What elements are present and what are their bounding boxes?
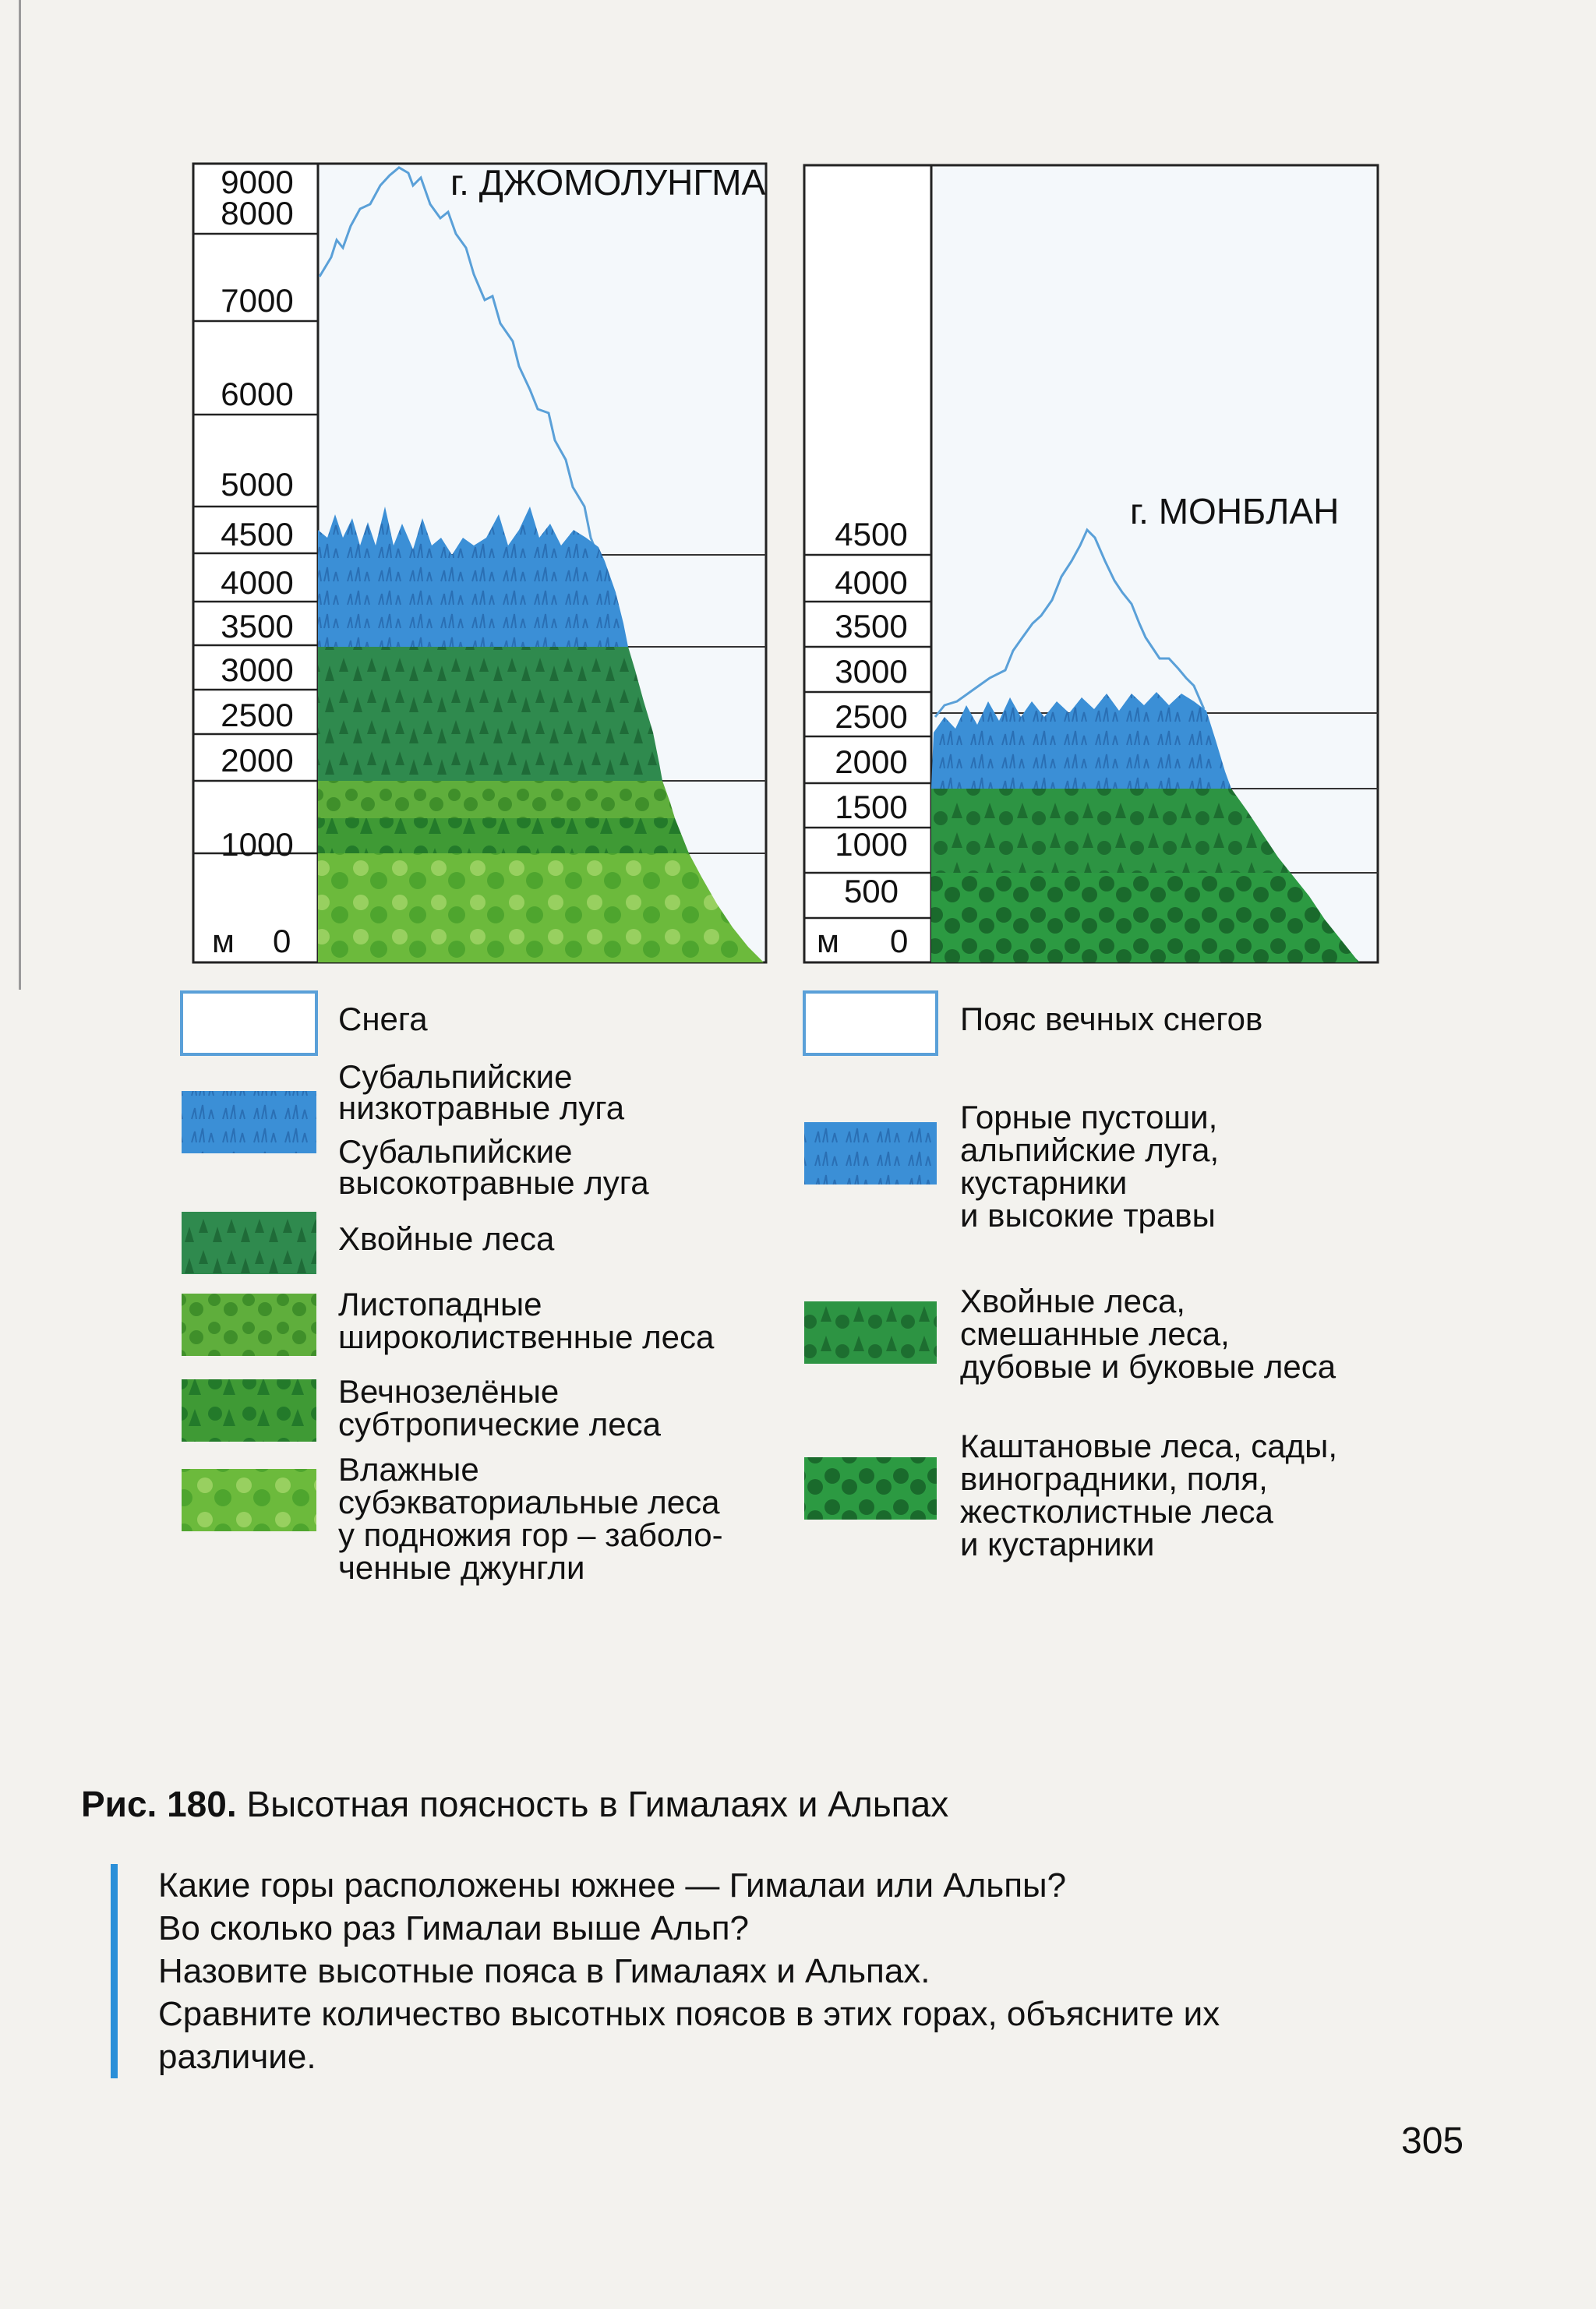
legend-left-label: субэкваториальные леса: [338, 1484, 720, 1520]
montblanc-tick-label: 2500: [835, 698, 908, 735]
legend-right-label: Каштановые леса, сады,: [960, 1428, 1338, 1464]
legend-swatch-eternal-snow: [804, 992, 937, 1054]
montblanc-tick-label: 1000: [835, 826, 908, 863]
montblanc-tick-label: 4000: [835, 564, 908, 601]
legend-right: [804, 992, 1337, 1562]
montblanc-tick-label: 3000: [835, 653, 908, 690]
montblanc-tick-label: 4500: [835, 516, 908, 553]
figure-caption-text: Высотная поясность в Гималаях и Альпах: [236, 1784, 949, 1824]
everest-tick-label: 4500: [221, 516, 294, 553]
montblanc-panel: [804, 165, 1378, 962]
legend-right-label: Хвойные леса,: [960, 1283, 1185, 1319]
legend-left-label: Субальпийские: [338, 1133, 573, 1170]
everest-zero-label: 0: [273, 923, 291, 959]
everest-tick-label: 9000: [221, 164, 294, 200]
legend-right-label: альпийские луга,: [960, 1132, 1220, 1168]
everest-tick-label: 3000: [221, 651, 294, 688]
questions-block: [111, 1864, 1553, 2078]
legend-right-label: Горные пустоши,: [960, 1099, 1218, 1135]
legend-right-label: жестколистные леса: [960, 1493, 1273, 1530]
page-number: 305: [1401, 2120, 1464, 2162]
question-line: Какие горы расположены южнее — Гималаи или Альпы?: [158, 1866, 1067, 1905]
question-line: Во сколько раз Гималаи выше Альп?: [158, 1909, 750, 1947]
legend-left-label: Листопадные: [338, 1286, 542, 1322]
figure-caption: [81, 1783, 948, 1825]
legend-right-label: смешанные леса,: [960, 1315, 1230, 1352]
question-line: различие.: [158, 2038, 316, 2076]
legend-right-label: и высокие травы: [960, 1197, 1216, 1234]
legend-swatch-conifer: [182, 1212, 316, 1274]
legend-swatch-jungle: [182, 1469, 316, 1531]
legend-swatch-mixed-forest: [804, 1301, 937, 1364]
legend-left-label: Влажные: [338, 1451, 479, 1488]
everest-title: г. ДЖОМОЛУНГМА: [450, 162, 766, 203]
everest-jungle-belt: [318, 853, 764, 962]
everest-subtropic-belt: [318, 818, 689, 853]
legend-swatch-snow: [182, 992, 316, 1054]
legend-swatch-broadleaf: [182, 1294, 316, 1356]
everest-broadleaf-belt: [318, 781, 675, 818]
legend-left: [182, 992, 723, 1586]
legend-left-label: Снега: [338, 1001, 428, 1037]
legend-left-label: низкотравные луга: [338, 1089, 625, 1126]
legend-swatch-subtropic: [182, 1379, 316, 1442]
montblanc-title: г. МОНБЛАН: [1130, 491, 1340, 531]
everest-tick-label: 4000: [221, 564, 294, 601]
montblanc-tick-label: 500: [843, 873, 899, 909]
legend-right-label: кустарники: [960, 1164, 1128, 1201]
legend-right-label: и кустарники: [960, 1526, 1155, 1562]
everest-tick-label: 2500: [221, 697, 294, 733]
everest-tick-label: 7000: [221, 282, 294, 319]
figure-caption-label: Рис. 180.: [81, 1784, 237, 1824]
legend-right-label: виноградники, поля,: [960, 1460, 1268, 1497]
question-line: Назовите высотные пояса в Гималаях и Альпах.: [158, 1952, 930, 1990]
montblanc-zero-label: 0: [890, 923, 909, 959]
montblanc-chestnut-belt: [931, 873, 1360, 962]
legend-left-label: Субальпийские: [338, 1058, 573, 1095]
montblanc-mixed-belt: [931, 789, 1291, 873]
legend-right-label: Пояс вечных снегов: [960, 1001, 1263, 1037]
legend-left-label: у подножия гор – заболо-: [338, 1516, 723, 1553]
everest-tick-label: 1000: [221, 826, 294, 863]
legend-swatch-subalpine-meadow: [182, 1091, 316, 1153]
montblanc-tick-label: 2000: [835, 743, 908, 780]
montblanc-tick-label: 1500: [835, 789, 908, 825]
legend-left-label: Вечнозелёные: [338, 1373, 560, 1410]
legend-left-label: Хвойные леса: [338, 1220, 555, 1257]
legend-swatch-chestnut: [804, 1457, 937, 1520]
legend-swatch-alpine-meadow: [804, 1122, 937, 1185]
montblanc-unit-label: м: [817, 923, 839, 959]
everest-tick-label: 2000: [221, 742, 294, 778]
everest-panel: [193, 162, 766, 962]
question-line: Сравните количество высотных поясов в этих горах, объясните их: [158, 1995, 1220, 2033]
legend-left-label: высокотравные луга: [338, 1164, 649, 1201]
montblanc-tick-label: 3500: [835, 608, 908, 644]
legend-left-label: субтропические леса: [338, 1406, 662, 1442]
legend-right-label: дубовые и буковые леса: [960, 1348, 1336, 1385]
legend-left-label: ченные джунгли: [338, 1549, 585, 1586]
everest-tick-label: 8000: [221, 195, 294, 231]
everest-conifer-belt: [318, 647, 662, 781]
everest-tick-label: 6000: [221, 376, 294, 412]
everest-tick-label: 5000: [221, 466, 294, 503]
legend-left-label: широколиственные леса: [338, 1319, 715, 1355]
everest-tick-label: 3500: [221, 608, 294, 644]
everest-unit-label: м: [212, 923, 235, 959]
